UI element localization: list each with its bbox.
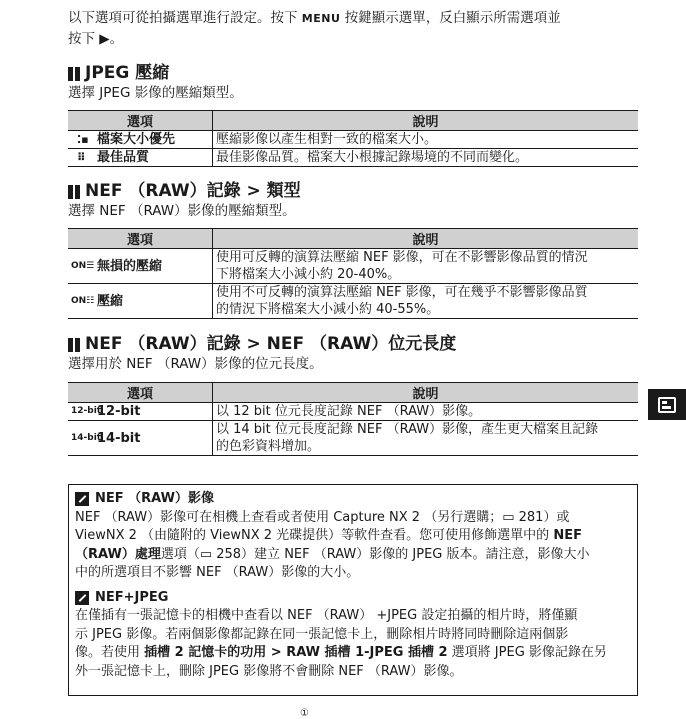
shooting-menu-tab[interactable] [648,389,686,420]
table-row [68,131,638,149]
option-desc: 使用不可反轉的演算法壓縮 NEF 影像，可在幾乎不影響影像品質 的情況下將檔案大小減小約 40-55%。 [213,284,639,319]
option-label: 無損的壓縮 [97,258,163,274]
table-row [68,421,638,456]
pencil-icon [75,591,89,605]
section-marker-icon [68,184,81,199]
note-raw-heading: NEF （RAW）影像 [75,490,631,509]
nef-bit-section-subtitle: 選擇用於 NEF （RAW）影像的位元長度。 [68,356,323,372]
menu-list-icon [658,397,676,413]
compressed-icon: ON☷ [71,295,95,306]
size-priority-icon: ⁚▪ [77,133,89,146]
col-desc-header: 說明 [213,229,639,249]
pencil-icon [75,492,89,506]
section-marker-icon [68,66,81,81]
option-desc: 壓縮影像以產生相對一致的檔案大小。 [213,131,639,149]
col-option-header: 選項 [68,111,213,131]
bit14-icon: 14-bit [71,432,102,443]
note-jpeg-body: 在僅插有一張記憶卡的相機中查看以 NEF （RAW） +JPEG 設定拍攝的相片時，將僅顯 示 JPEG 影像。若兩個影像都記錄在同一張記憶卡上，刪除相片時將同時刪除這兩個影 像。若使用 插槽 2 記憶卡的功用 > RAW 插槽 1-JPEG 插槽 2 選項將 JPEG 影像記錄在另 外一張記憶卡上，刪除 JPEG 影像將不會刪除 NEF （RAW）影像。 [75,608,607,679]
nef-type-section-title: NEF （RAW）記錄 > 類型 [68,180,640,202]
intro-line1-b: 按鍵顯示選單，反白顯示所需選項並 [344,10,561,26]
intro-line2: 按下 ▶。 [68,31,124,47]
intro-line1-a: 以下選項可從拍攝選單進行設定。按下 [68,10,298,26]
nef-bit-options-table [68,382,638,456]
notes-box [68,484,638,696]
optimal-quality-icon: ⠿ [77,151,86,164]
table-row [68,403,638,421]
table-row [68,284,638,319]
nef-bit-section-title: NEF （RAW）記錄 > NEF （RAW）位元長度 [68,333,640,355]
note-jpeg-heading: NEF+JPEG [75,589,631,608]
col-option-header: 選項 [68,383,213,403]
nef-type-options-table [68,228,638,319]
intro-text [68,8,640,49]
table-row [68,249,638,284]
option-label: 壓縮 [97,293,124,309]
note-raw-body: NEF （RAW）影像可在相機上查看或者使用 Capture NX 2 （另行選購；▭ 281）或 ViewNX 2 （由隨附的 ViewNX 2 光碟提供）等軟件查看。您可使用修飾選單中的 NEF （RAW）處理選項（▭ 258）建立 NEF （RAW）影像的 JPEG 版本。請注意，影像大小 中的所選項目不影響 NEF （RAW）影像的大小。 [75,509,590,580]
option-desc: 以 14 bit 位元長度記錄 NEF （RAW）影像，產生更大檔案且記錄 的色彩資料增加。 [213,421,639,456]
section-marker-icon [68,337,81,352]
col-option-header: 選項 [68,229,213,249]
option-desc: 使用可反轉的演算法壓縮 NEF 影像，可在不影響影像品質的情況 下將檔案大小減小約 20-40%。 [213,249,639,284]
lossless-compressed-icon: ON☰ [71,260,95,271]
option-label: 12-bit [97,404,141,419]
page-number: ① [300,708,309,719]
menu-key-label: MENU [301,12,341,25]
option-desc: 最佳影像品質。檔案大小根據記錄場境的不同而變化。 [213,149,639,167]
nef-type-section-subtitle: 選擇 NEF （RAW）影像的壓縮類型。 [68,203,296,219]
bit12-icon: 12-bit [71,406,102,416]
manual-page [68,8,640,456]
table-row [68,149,638,167]
option-label: 檔案大小優先 [97,132,176,147]
option-label: 最佳品質 [97,150,150,165]
option-desc: 以 12 bit 位元長度記錄 NEF （RAW）影像。 [213,403,639,421]
jpeg-section-subtitle: 選擇 JPEG 影像的壓縮類型。 [68,85,243,101]
col-desc-header: 說明 [213,383,639,403]
option-label: 14-bit [97,430,141,446]
jpeg-section-title: JPEG 壓縮 [68,62,640,84]
col-desc-header: 說明 [213,111,639,131]
jpeg-options-table [68,110,638,167]
